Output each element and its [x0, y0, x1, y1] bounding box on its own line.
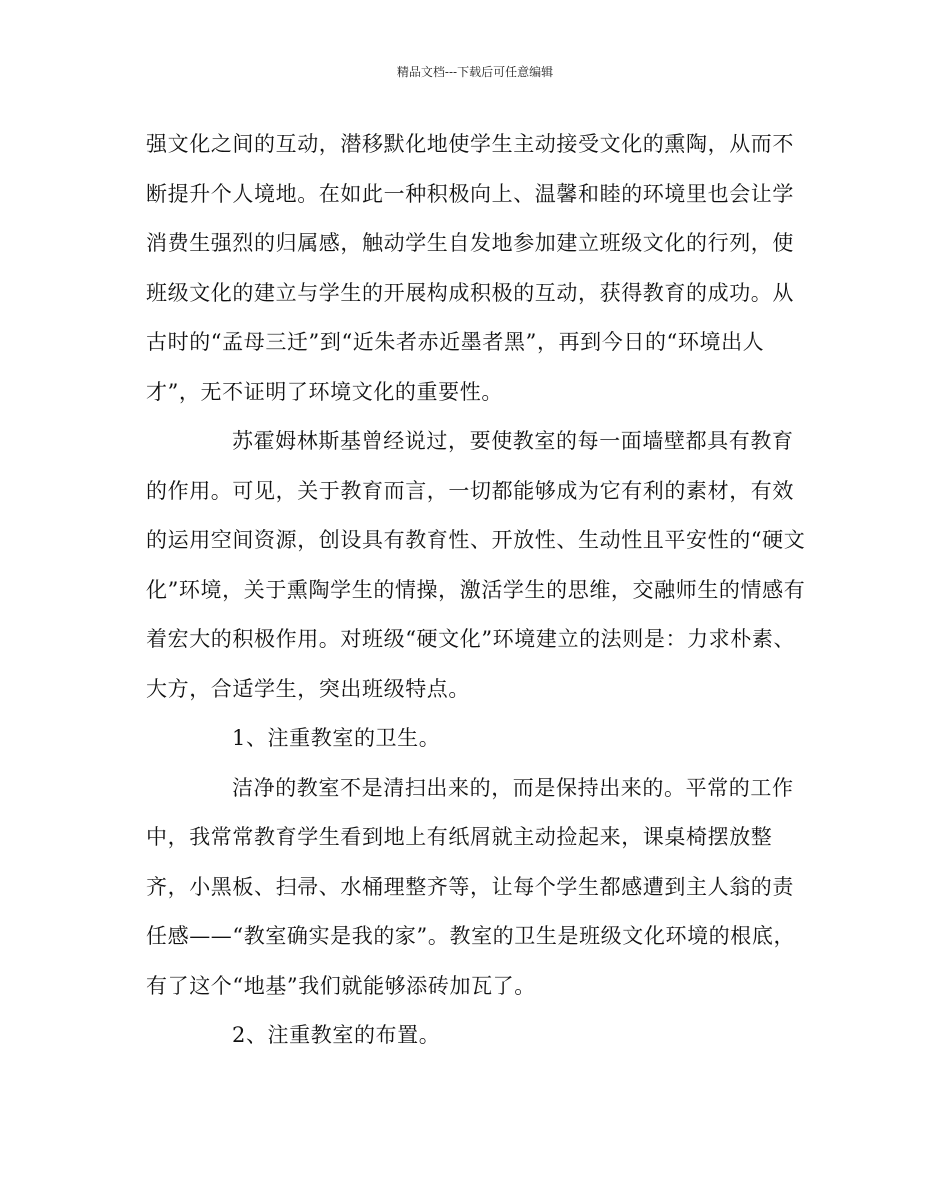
text-line: 强文化之间的互动，潜移默化地使学生主动接受文化的熏陶，从而不 [146, 132, 794, 156]
text-line: 才”，无不证明了环境文化的重要性。 [146, 379, 503, 404]
document-body [146, 126, 826, 1067]
text-line: 古时的“孟母三迁”到“近朱者赤近墨者黑”，再到今日的“环境出人 [146, 330, 765, 354]
text-line: 消费生强烈的归属感，触动学生自发地参加建立班级文化的行列，使 [146, 231, 794, 255]
text-line: 有了这个“地基”我们就能够添砖加瓦了。 [146, 973, 536, 998]
text-line: 洁净的教室不是清扫出来的，而是保持出来的。平常的工作 [232, 775, 794, 800]
text-line: 的运用空间资源，创设具有教育性、开放性、生动性且平安性的“硬文 [146, 528, 806, 552]
text-line: 班级文化的建立与学生的开展构成积极的互动，获得教育的成功。从 [146, 280, 794, 305]
text-line: 断提升个人境地。在如此一种积极向上、温馨和睦的环境里也会让学 [146, 181, 794, 206]
text-line: 大方，合适学生，突出班级特点。 [146, 676, 470, 701]
text-line: 齐，小黑板、扫帚、水桶理整齐等，让每个学生都感遭到主人翁的责 [146, 874, 794, 899]
page-header: 精品文档---下载后可任意编辑 [396, 65, 554, 79]
text-line: 任感——“教室确实是我的家”。教室的卫生是班级文化环境的根底， [146, 924, 796, 948]
text-line: 苏霍姆林斯基曾经说过，要使教室的每一面墙壁都具有教育 [232, 429, 794, 453]
text-line: 1、注重教室的卫生。 [232, 726, 441, 750]
text-line: 中，我常常教育学生看到地上有纸屑就主动捡起来，课桌椅摆放整 [146, 825, 773, 849]
text-line: 化”环境，关于熏陶学生的情操，激活学生的思维，交融师生的情感有 [146, 577, 806, 602]
text-line: 着宏大的积极作用。对班级“硬文化”环境建立的法则是：力求朴素、 [146, 627, 796, 651]
text-line: 2、注重教室的布置。 [232, 1023, 441, 1047]
text-line: 的作用。可见，关于教育而言，一切都能够成为它有利的素材，有效 [146, 478, 794, 503]
